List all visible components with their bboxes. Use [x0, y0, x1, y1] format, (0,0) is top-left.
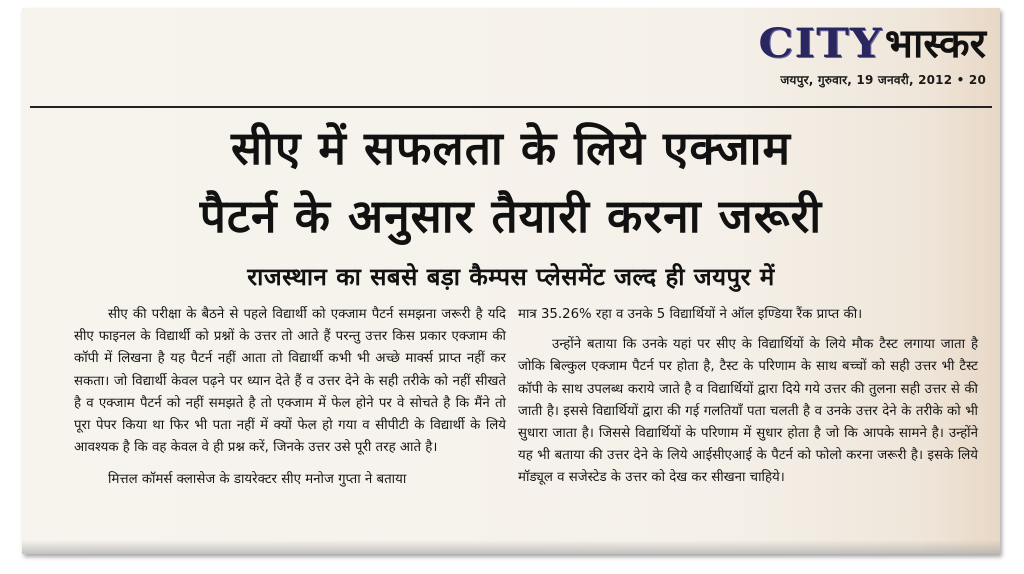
page-fold-shadow [22, 540, 1000, 554]
brand-bhaskar: भास्कर [884, 21, 986, 67]
header-rule [30, 106, 992, 108]
newspaper-clipping [22, 8, 1000, 554]
article-paragraph: सीए की परीक्षा के बैठने से पहले विद्यार्थी को एक्जाम पैटर्न समझना जरूरी है यदि सीए फाइनल के विद्यार्थी को प्रश्नों के उत्तर तो आते हैं परन्तु उत्तर किस प्रकार एक्जाम की कॉपी में लिखना है यह पैटर्न नहीं आता तो विद्यार्थी कभी भी अच्छे मार्क्स प्राप्त नहीं कर सकता। जो विद्यार्थी केवल पढ़ने पर ध्यान देते हैं व उत्तर देने के सही तरीके को नहीं सीखते है व एक्जाम पैटर्न को नहीं समझते है तो एक्जाम में फेल होने पर वे सोचते है कि मैंने तो पूरा पेपर किया था फिर भी पता नहीं में क्यों फेल हो गया व सीपीटी के विद्यार्थी के लिये आवश्यक है कि वह केवल वे ही प्रश्न करें, जिनके उत्तर उसे पूरी तरह आते है। [74, 307, 506, 456]
subheadline: राजस्थान का सबसे बड़ा कैम्पस प्लेसमेंट जल्द ही जयपुर में [247, 263, 775, 291]
edition-dateline: जयपुर, गुरुवार, 19 जनवरी, 2012 • 20 [780, 73, 986, 87]
article-column-right [518, 304, 978, 490]
headline [22, 114, 1000, 250]
article-paragraph: मात्र 35.26% रहा व उनके 5 विद्यार्थियों ने ऑल इण्डिया रैंक प्राप्त की। [518, 307, 863, 322]
article-paragraph: उन्होंने बताया कि उनके यहां पर सीए के विद्यार्थियों के लिये मौक टैस्ट लगाया जाता है जोकि बिल्कुल एक्जाम पैटर्न पर होता है, टैस्ट के परिणाम के साथ बच्चों को सही उत्तर भी टैस्ट कॉपी के साथ उपलब्ध कराये जाते है व विद्यार्थियों द्वारा दिये गये उत्तर की तुलना सही उत्तर से की जाती है। इससे विद्यार्थियों द्वारा की गई गलतियाँ पता चलती है व उनके उत्तर देने के तरीके को भी सुधारा जाता है। जिससे विद्यार्थियों के परिणाम में सुधार होता है जो कि आपके सामने है। उन्होंने यह भी बताया की उत्तर देने के लिये आईसीएआई के पैटर्न को फोलो करना जरूरी है। इसके लिये मॉड्यूल व सजेस्टेड के उत्तर को देख कर सीखना चाहिये। [518, 337, 978, 486]
masthead [758, 14, 986, 88]
headline-line-1: सीए में सफलता के लिये एक्जाम [230, 121, 792, 175]
brand-logo [758, 14, 986, 69]
headline-line-2: पैटर्न के अनुसार तैयारी करना जरूरी [199, 189, 823, 243]
article-paragraph: मित्तल कॉमर्स क्लासेज के डायरेक्टर सीए मनोज गुप्ता ने बताया [108, 472, 407, 488]
article-column-left [74, 304, 506, 492]
brand-city: CITY [758, 20, 883, 67]
